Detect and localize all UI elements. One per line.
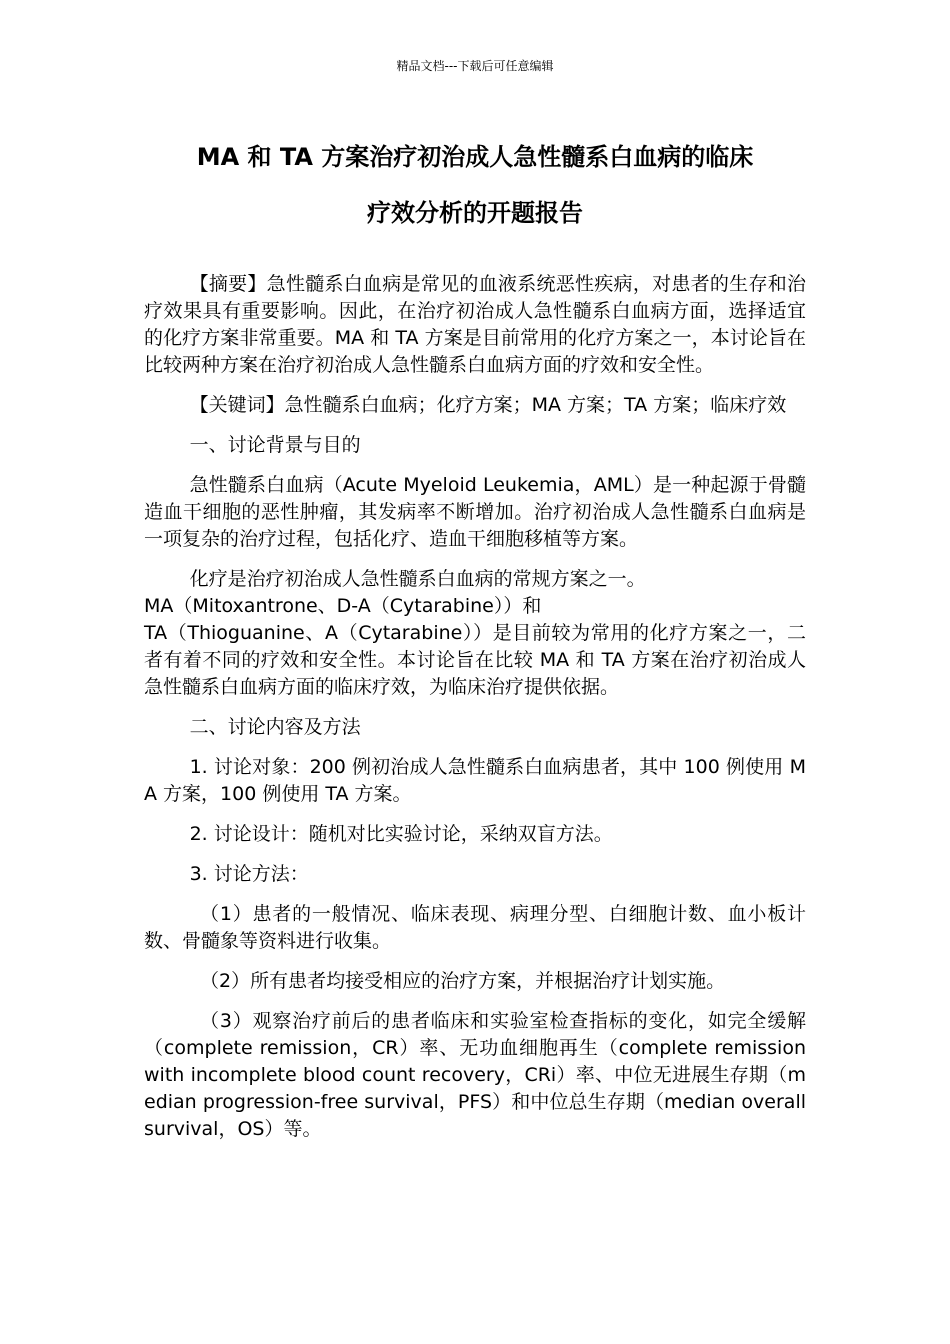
document-title-line-2: 疗效分析的开题报告 xyxy=(367,199,583,227)
method-item-1: 1. 讨论对象：200 例初治成人急性髓系白血病患者，其中 100 例使用 MA 方案，100 例使用 TA 方案。 xyxy=(144,756,806,805)
chemo-intro-line: 化疗是治疗初治成人急性髓系白血病的常规方案之一。 xyxy=(189,568,646,590)
chemo-ma-line: MA（Mitoxantrone、D-A（Cytarabine））和 xyxy=(144,595,542,617)
section-2-heading: 二、讨论内容及方法 xyxy=(189,716,361,738)
method-sub-item-1: （1）患者的一般情况、临床表现、病理分型、白细胞计数、血小板计数、骨髓象等资料进行收集。 xyxy=(144,903,806,952)
method-sub-item-2: （2）所有患者均接受相应的治疗方案，并根据治疗计划实施。 xyxy=(200,970,726,992)
method-item-2: 2. 讨论设计：随机对比实验讨论，采纳双盲方法。 xyxy=(189,823,613,845)
abstract-paragraph: 【摘要】急性髓系白血病是常见的血液系统恶性疾病，对患者的生存和治疗效果具有重要影响。因此，在治疗初治成人急性髓系白血病方面，选择适宜的化疗方案非常重要。MA 和 TA 方案是目前常用的化疗方案之一，本讨论旨在比较两种方案在治疗初治成人急性髓系白血病方面的疗效和安全性。 xyxy=(144,273,806,376)
header-note: 精品文档---下载后可任意编辑 xyxy=(396,59,554,73)
method-item-3: 3. 讨论方法： xyxy=(189,863,309,885)
document-body xyxy=(144,271,806,1156)
section-1-heading: 一、讨论背景与目的 xyxy=(189,434,361,456)
method-sub-item-3: （3）观察治疗前后的患者临床和实验室检查指标的变化，如完全缓解（complete remission，CR）率、无功血细胞再生（complete remission with incomplete blood count recovery，CRi）率、中位无进展生存期（median progression-free survival，PFS）和中位总生存期（median overall survival，OS）等。 xyxy=(144,1010,806,1140)
keywords-paragraph: 【关键词】急性髓系白血病；化疗方案；MA 方案；TA 方案；临床疗效 xyxy=(189,394,787,416)
document-title-line-1: MA 和 TA 方案治疗初治成人急性髓系白血病的临床 xyxy=(196,143,754,171)
background-paragraph: 急性髓系白血病（Acute Myeloid Leukemia，AML）是一种起源于骨髓造血干细胞的恶性肿瘤，其发病率不断增加。治疗初治成人急性髓系白血病是一项复杂的治疗过程，包括化疗、造血干细胞移植等方案。 xyxy=(144,474,806,550)
chemo-ta-paragraph: TA（Thioguanine、A（Cytarabine））是目前较为常用的化疗方案之一，二者有着不同的疗效和安全性。本讨论旨在比较 MA 和 TA 方案在治疗初治成人急性髓系白血病方面的临床疗效，为临床治疗提供依据。 xyxy=(144,622,806,698)
